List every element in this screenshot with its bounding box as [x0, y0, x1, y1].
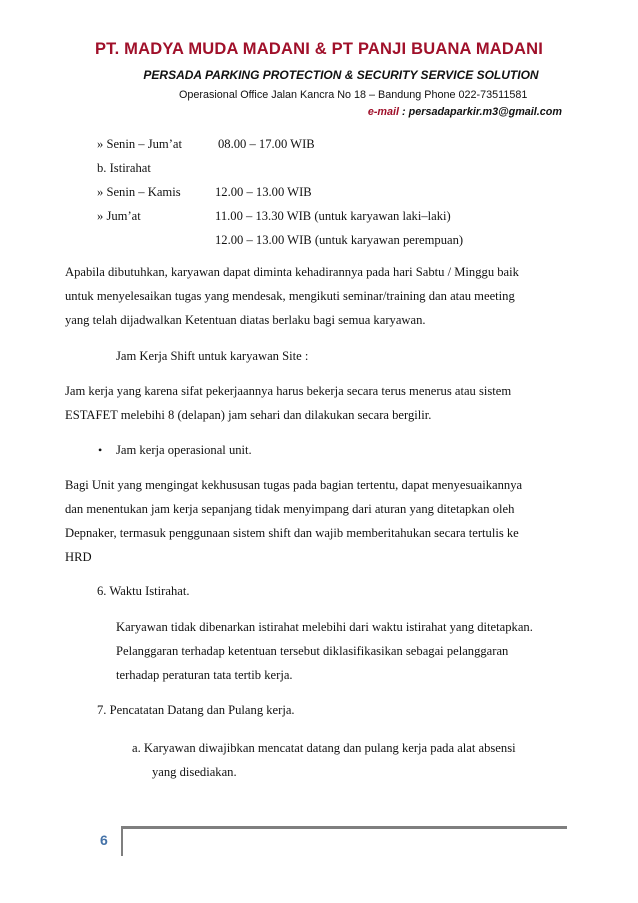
para3-line-3: HRD	[65, 550, 92, 564]
company-tagline: PERSADA PARKING PROTECTION & SECURITY SERVICE SOLUTION	[143, 68, 539, 82]
bullet-icon: •	[98, 443, 103, 457]
email-value: : persadaparkir.m3@gmail.com	[399, 106, 562, 118]
schedule-label-2: » Senin – Kamis	[97, 185, 181, 199]
para1-line-2: yang telah dijadwalkan Ketentuan diatas berlaku bagi semua karyawan.	[65, 313, 426, 327]
section6-line-1: Pelanggaran terhadap ketentuan tersebut diklasifikasikan sebagai pelanggaran	[116, 644, 509, 658]
para1-line-1: untuk menyelesaikan tugas yang mendesak, mengikuti seminar/training dan atau meeting	[65, 289, 515, 303]
section6-heading: 6. Waktu Istirahat.	[97, 584, 190, 598]
page-number: 6	[100, 832, 108, 848]
para3-line-2: Depnaker, termasuk penggunaan sistem shift dan wajib memberitahukan secara tertulis ke	[65, 526, 519, 540]
schedule-label-1: b. Istirahat	[97, 161, 151, 175]
footer-vertical-rule	[121, 826, 123, 856]
schedule-time-4: 12.00 – 13.00 WIB (untuk karyawan perempuan)	[215, 233, 464, 247]
para2-line-1: ESTAFET melebihi 8 (delapan) jam sehari dan dilakukan secara bergilir.	[65, 408, 432, 422]
schedule-time-0: 08.00 – 17.00 WIB	[218, 137, 315, 151]
schedule-time-3: 11.00 – 13.30 WIB (untuk karyawan laki–laki)	[215, 209, 451, 223]
schedule-time-2: 12.00 – 13.00 WIB	[215, 185, 312, 199]
section7-heading: 7. Pencatatan Datang dan Pulang kerja.	[97, 703, 295, 717]
section7-item-a-line-1: yang disediakan.	[152, 765, 237, 779]
para3-line-0: Bagi Unit yang mengingat kekhususan tugas pada bagian tertentu, dapat menyesuaikannya	[65, 478, 523, 492]
office-address: Operasional Office Jalan Kancra No 18 – Bandung Phone 022-73511581	[179, 89, 528, 101]
para1-line-0: Apabila dibutuhkan, karyawan dapat diminta kehadirannya pada hari Sabtu / Minggu baik	[65, 265, 519, 279]
footer-rule	[121, 826, 567, 829]
para2-line-0: Jam kerja yang karena sifat pekerjaannya harus bekerja secara terus menerus atau sistem	[65, 384, 512, 398]
email-label: e-mail	[367, 106, 400, 118]
para3-line-1: dan menentukan jam kerja sepanjang tidak menyimpang dari aturan yang ditetapkan oleh	[65, 502, 515, 516]
section6-line-2: terhadap peraturan tata tertib kerja.	[116, 668, 293, 682]
schedule-label-3: » Jum’at	[97, 209, 141, 223]
section6-line-0: Karyawan tidak dibenarkan istirahat melebihi dari waktu istirahat yang ditetapkan.	[116, 620, 533, 634]
section7-item-a-line-0: a. Karyawan diwajibkan mencatat datang dan pulang kerja pada alat absensi	[132, 741, 516, 755]
schedule-label-0: » Senin – Jum’at	[97, 137, 183, 151]
shift-heading: Jam Kerja Shift untuk karyawan Site :	[116, 349, 309, 363]
company-name: PT. MADYA MUDA MADANI & PT PANJI BUANA MADANI	[94, 40, 544, 58]
email-line	[368, 106, 562, 118]
bullet-text: Jam kerja operasional unit.	[116, 443, 252, 457]
